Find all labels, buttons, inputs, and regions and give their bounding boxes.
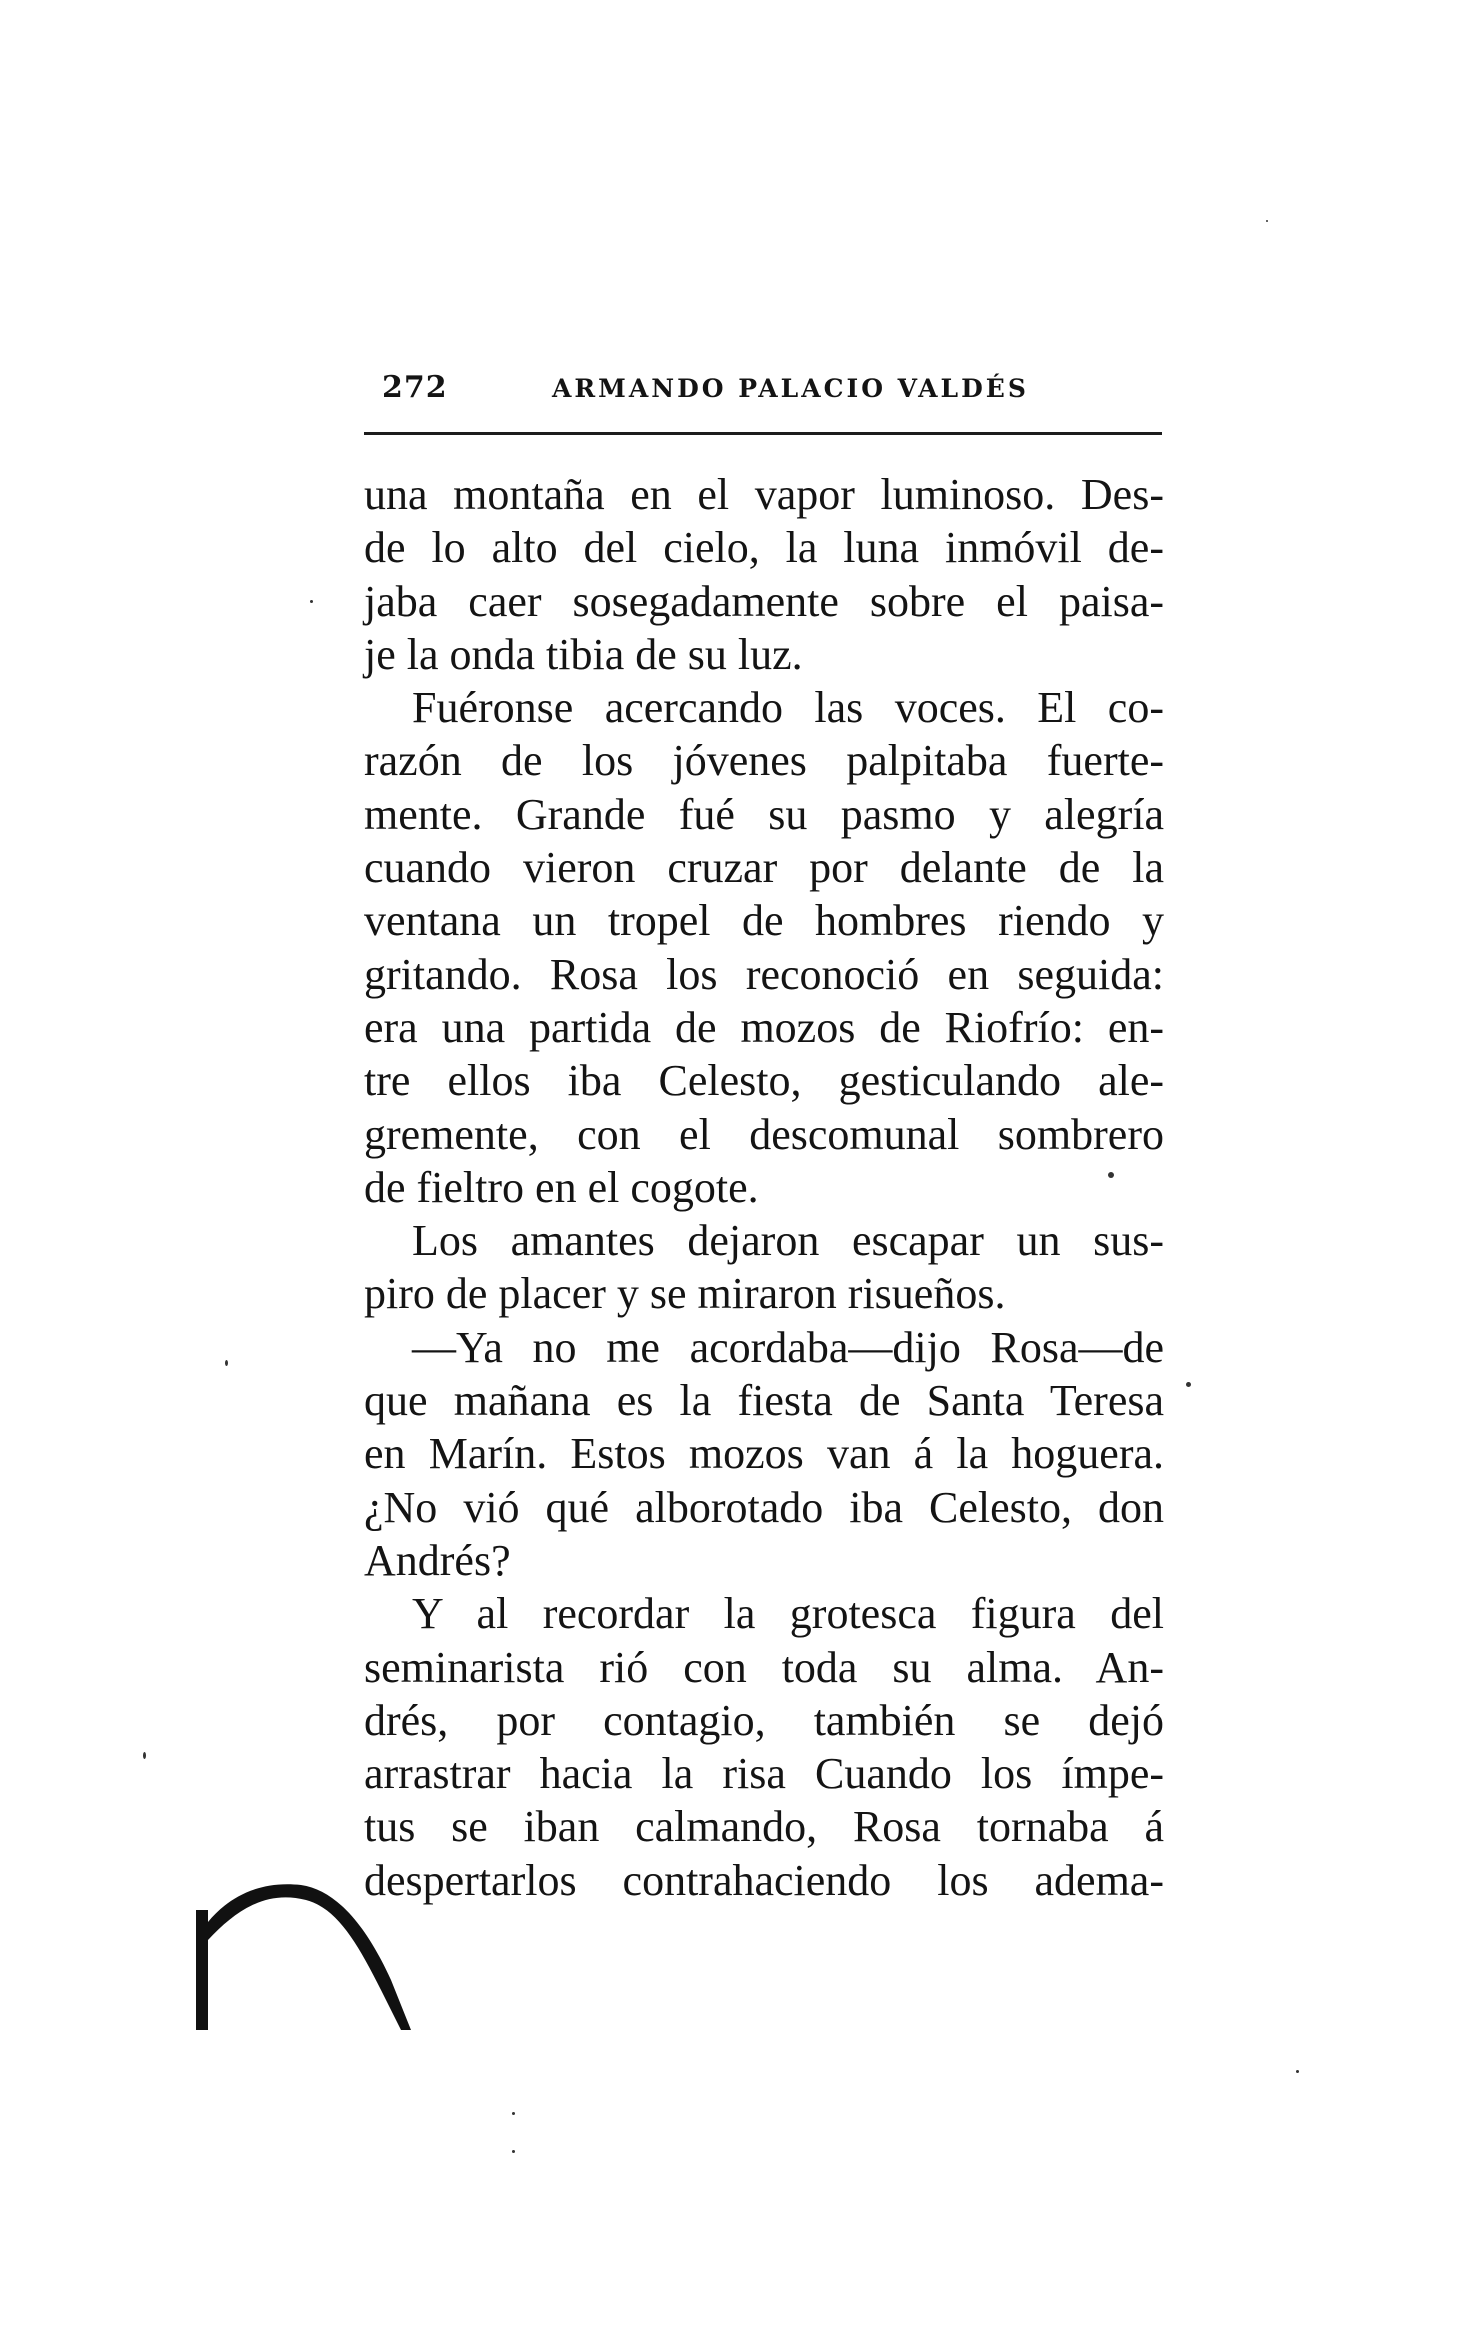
scan-speck — [512, 2150, 515, 2153]
text-line: —Ya no me acordaba—dijo Rosa—de — [412, 1322, 1164, 1372]
text-line: seminarista rió con toda su alma. An- — [364, 1642, 1164, 1692]
text-line: razón de los jóvenes palpitaba fuerte- — [364, 736, 1164, 786]
text-line: je la onda tibia de su luz. — [364, 629, 803, 679]
text-line: Y al recordar la grotesca figura del — [412, 1589, 1164, 1639]
text-line: ¿No vió qué alborotado iba Celesto, don — [364, 1482, 1164, 1532]
text-line: una montaña en el vapor luminoso. Des- — [364, 470, 1164, 519]
text-line: en Marín. Estos mozos van á la hoguera. — [364, 1429, 1164, 1479]
text-line: gritando. Rosa los reconoció en seguida: — [364, 949, 1164, 999]
scan-speck — [225, 1360, 228, 1366]
scan-speck — [143, 1752, 146, 1759]
text-line: despertarlos contrahaciendo los adema- — [364, 1855, 1164, 1905]
text-line: jaba caer sosegadamente sobre el paisa- — [364, 576, 1164, 626]
scan-speck — [512, 2112, 515, 2115]
scan-artifact-mark — [196, 1880, 416, 2040]
text-line: piro de placer y se miraron risueños. — [364, 1269, 1006, 1319]
scan-speck — [1186, 1382, 1191, 1387]
text-line: mente. Grande fué su pasmo y alegría — [364, 789, 1164, 839]
text-line: Fuéronse acercando las voces. El co- — [412, 683, 1164, 733]
text-line: ventana un tropel de hombres riendo y — [364, 896, 1164, 946]
body-text — [364, 468, 1164, 1907]
running-head: ARMANDO PALACIO VALDÉS — [552, 374, 1029, 403]
text-line: era una partida de mozos de Riofrío: en- — [364, 1002, 1164, 1052]
text-line: de lo alto del cielo, la luna inmóvil de- — [364, 523, 1164, 573]
header-rule — [364, 432, 1162, 435]
scan-speck — [1108, 1172, 1114, 1178]
scan-speck — [1266, 220, 1268, 222]
text-line: Andrés? — [364, 1535, 511, 1585]
text-line: drés, por contagio, también se dejó — [364, 1695, 1164, 1745]
text-line: de fieltro en el cogote. — [364, 1162, 759, 1212]
text-line: gremente, con el descomunal sombrero — [364, 1109, 1164, 1159]
page-header — [362, 364, 1162, 412]
text-line: cuando vieron cruzar por delante de la — [364, 843, 1164, 893]
page-number: 272 — [382, 370, 448, 405]
text-line: Los amantes dejaron escapar un sus- — [412, 1216, 1164, 1266]
text-line: arrastrar hacia la risa Cuando los ímpe- — [364, 1749, 1164, 1799]
scan-speck — [1296, 2070, 1299, 2073]
scan-speck — [310, 600, 313, 603]
text-line: tus se iban calmando, Rosa tornaba á — [364, 1802, 1164, 1852]
text-line: que mañana es la fiesta de Santa Teresa — [364, 1376, 1164, 1426]
text-line: tre ellos iba Celesto, gesticulando ale- — [364, 1056, 1164, 1106]
